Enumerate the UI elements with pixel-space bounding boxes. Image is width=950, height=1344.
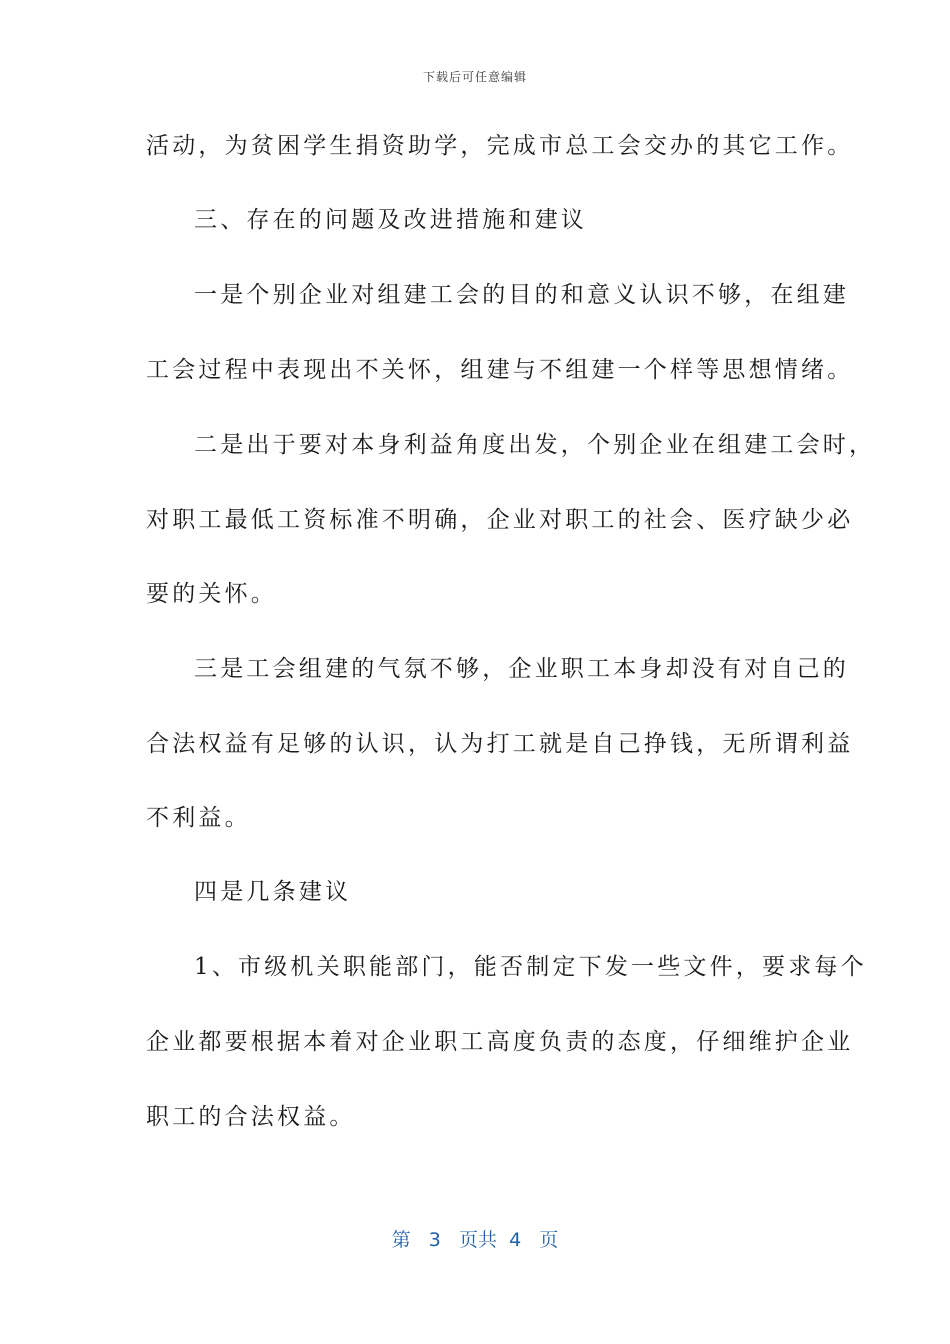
section-heading: 三、存在的问题及改进措施和建议 bbox=[194, 207, 587, 233]
paragraph-line: 二是出于要对本身利益角度出发，个别企业在组建工会时， bbox=[194, 432, 876, 458]
page-label-prefix: 第 bbox=[391, 1229, 411, 1251]
paragraph-line: 不利益。 bbox=[146, 805, 251, 831]
paragraph-line: 一是个别企业对组建工会的目的和意义认识不够，在组建 bbox=[194, 282, 849, 308]
page-label-suffix: 页 bbox=[539, 1229, 559, 1251]
paragraph-line: 合法权益有足够的认识，认为打工就是自己挣钱，无所谓利益 bbox=[146, 731, 854, 757]
paragraph-line: 企业都要根据本着对企业职工高度负责的态度，仔细维护企业 bbox=[146, 1029, 854, 1055]
paragraph-line: 四是几条建议 bbox=[194, 879, 352, 905]
current-page-number: 3 bbox=[428, 1229, 441, 1251]
header-note: 下载后可任意编辑 bbox=[422, 70, 527, 84]
paragraph-line: 职工的合法权益。 bbox=[146, 1104, 356, 1130]
paragraph-line: 活动，为贫困学生捐资助学，完成市总工会交办的其它工作。 bbox=[146, 133, 854, 159]
page-footer bbox=[0, 1225, 950, 1252]
paragraph-line: 要的关怀。 bbox=[146, 581, 277, 607]
paragraph-line: 三是工会组建的气氛不够，企业职工本身却没有对自己的 bbox=[194, 656, 849, 682]
paragraph-line: 1、市级机关职能部门，能否制定下发一些文件，要求每个 bbox=[194, 954, 867, 980]
paragraph-line: 工会过程中表现出不关怀，组建与不组建一个样等思想情绪。 bbox=[146, 357, 854, 383]
page-label-middle: 页共 bbox=[459, 1229, 498, 1251]
paragraph-line: 对职工最低工资标准不明确，企业对职工的社会、医疗缺少必 bbox=[146, 507, 854, 533]
total-pages-number: 4 bbox=[509, 1229, 522, 1251]
